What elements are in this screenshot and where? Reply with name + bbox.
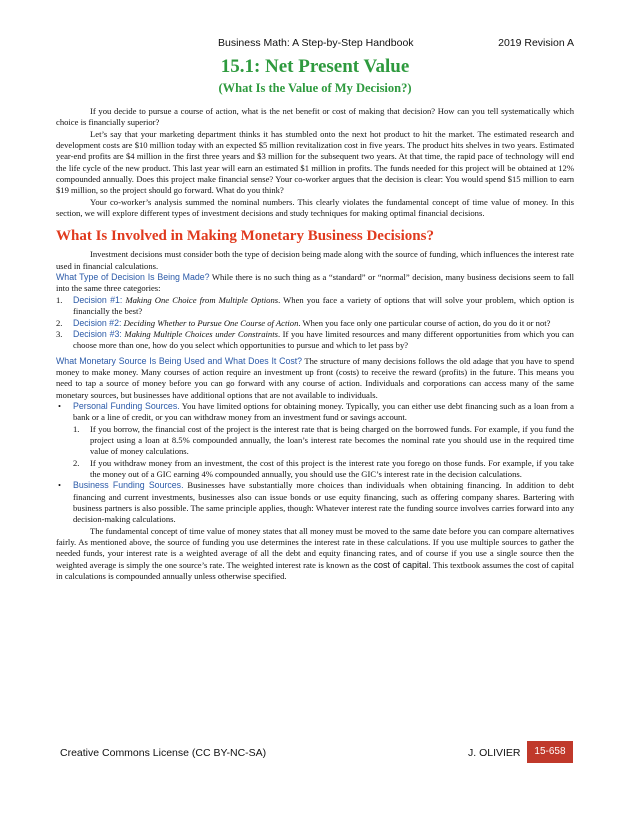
decision-title: Making One Choice from Multiple Options [125, 294, 279, 305]
bullet-icon: • [58, 480, 62, 491]
decision-type-text: While there is no such thing as a “standard” or “normal” decision, many business decisions seem to fall into the same three categories: [56, 272, 574, 294]
list-item [56, 329, 574, 352]
business-funding-text: Businesses have substantially more choices than individuals when obtaining financing. In addition to debt financing and current investments, businesses also can issue bonds or use equity financing, such as offering company shares. Bartering with business partners is also possible. The same principle applies, though: Whatever interest rate the funding source involves carries forward into any decision-making calculations. [73, 480, 574, 525]
list-item [56, 401, 574, 480]
list-item [73, 458, 574, 481]
decision-label: Decision #1: [73, 294, 123, 305]
list-number: 3. [56, 328, 63, 339]
decision-label: Decision #2: [73, 317, 122, 328]
section-heading: What Is Involved in Making Monetary Business Decisions? [56, 228, 434, 245]
main-content [56, 106, 574, 582]
list-item [56, 295, 574, 318]
decision-title: Making Multiple Choices under Constraints [124, 328, 278, 339]
monetary-source-heading: What Monetary Source Is Being Used and What Does It Cost? [56, 355, 303, 366]
page-subtitle: (What Is the Value of My Decision?) [218, 81, 412, 95]
closing-paragraph [56, 526, 574, 583]
decision-type-paragraph [56, 272, 574, 295]
section-intro: Investment decisions must consider both the type of decision being made along with the source of funding, which influences the interest rate used in financial calculations. [56, 249, 574, 271]
closing-text-after: . This textbook assumes the cost of capital in calculations is compounded annually unless otherwise specified. [56, 559, 575, 582]
decision-text: . When you face only one particular course of action, do you do it or not? [298, 317, 551, 328]
decision-type-heading: What Type of Decision Is Being Made? [56, 272, 210, 283]
personal-funding-text: You have limited options for obtaining money. Typically, you can either use debt financing such as a loan from a bank or a line of credit, or you can withdraw money from an investment fund or savings account. [73, 400, 574, 423]
list-number: 2. [56, 317, 63, 328]
list-number: 1. [73, 423, 80, 434]
bullet-icon: • [58, 400, 62, 411]
page-title: 15.1: Net Present Value [220, 56, 410, 77]
list-number: 1. [56, 294, 63, 305]
decision-label: Decision #3: [73, 328, 122, 339]
closing-text-before: The fundamental concept of time value of money states that all money must be moved to the same date before you can compare alternatives fairly. As mentioned above, the source of funding you use determines the interest rate in these calculations. If you use multiple sources to gather the needed funds, your interest rate is a weighted average of all the debt and equity financing rates, and of course if you use a single source then the weighted average is simply the one source’s rate. The weighted interest rate is known as the [56, 525, 574, 570]
decision-text: . If you have limited resources and many different opportunities from which you can choose more than one, how do you select which opportunities to pursue and which to let pass by? [73, 328, 574, 351]
list-item-text: If you withdraw money from an investment, the cost of this project is the interest rate you forego on those funds. For example, if you take the money out of a GIC earning 4% compounded annually, you should use the GIC’s interest rate in the decision calculations. [90, 457, 574, 479]
personal-funding-label: Personal Funding Sources. [73, 400, 180, 411]
intro-paragraph-1: If you decide to pursue a course of action, what is the net benefit or cost of making that decision? How can you tell systematically which choice is financially superior? [56, 106, 574, 128]
funding-sources-list [56, 401, 574, 526]
monetary-source-text: The structure of many decisions follows the old adage that you have to spend money to make money. Many courses of action require an investment up front (costs) to receive the reward (profits) in the future. This means you need to tap a source of money before you can go forward with any course of action. Individuals and corporations can access many of the same monetary sources, but businesses have additional options that are not available to individuals. [56, 355, 574, 400]
decision-title: Deciding Whether to Pursue One Course of Action [123, 317, 299, 328]
personal-funding-sublist [73, 424, 574, 481]
list-item-text: If you borrow, the financial cost of the project is the interest rate that is being charged on the borrowed funds. For example, if you fund the project using a loan at 8.5% compounded annually, the loan’s interest rate becomes the nominal rate you should use in the required time value of money calculations. [90, 423, 574, 457]
decision-list [56, 295, 574, 352]
intro-paragraph-2: Let’s say that your marketing department thinks it has stumbled onto the next hot product to hit the market. The estimated research and development costs are $10 million today with an expected $5 million revitalization cost in five years. The product hits shelves in two years. Estimated year-end profits are $4 million in the first three years and $3 million for the subsequent two years. At that time, the rapid pace of technology will end the life cycle of the new product. This last year will earn an estimated $1 million in profits. The funds needed for this project will be obtained at 12% compounded annually. Does this project make financial sense? Your co-worker argues that the decision is clear: You would spend $15 million to earn $19 million, so the project should go forward. What do you think? [56, 128, 574, 196]
list-item [56, 480, 574, 525]
intro-paragraph-3: Your co-worker’s analysis summed the nominal numbers. This clearly violates the fundamental concept of time value of money. In this section, we will explore different types of investment decisions and study techniques for making optimal financial decisions. [56, 196, 574, 219]
business-funding-label: Business Funding Sources. [73, 480, 184, 491]
footer-author: J. OLIVIER [468, 747, 521, 759]
page-number-badge: 15-658 [527, 741, 573, 763]
list-item [56, 318, 574, 329]
monetary-source-paragraph [56, 356, 574, 401]
list-item [73, 424, 574, 458]
footer-license: Creative Commons License (CC BY-NC-SA) [60, 747, 267, 759]
header-book-title: Business Math: A Step-by-Step Handbook [218, 37, 414, 49]
list-number: 2. [73, 457, 80, 468]
decision-text: . When you face a variety of options that will solve your problem, which option is financially the best? [73, 294, 574, 317]
header-revision: 2019 Revision A [498, 37, 574, 49]
cost-of-capital-term: cost of capital [373, 559, 429, 570]
